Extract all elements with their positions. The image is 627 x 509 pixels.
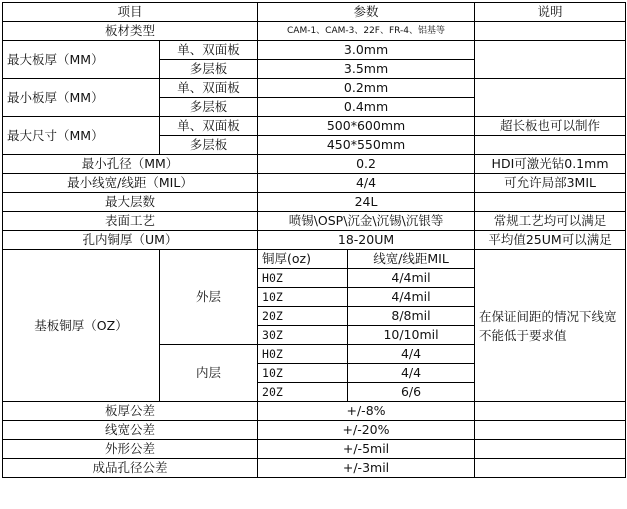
row-note: 常规工艺均可以满足 xyxy=(475,212,626,231)
copper-oz: H0Z xyxy=(258,345,348,364)
row-value: 24L xyxy=(258,193,475,212)
row-note: 可允许局部3MIL xyxy=(475,174,626,193)
row-value: +/-5mil xyxy=(258,440,475,459)
table-row xyxy=(3,440,626,459)
row-value: +/-3mil xyxy=(258,459,475,478)
table-row xyxy=(3,402,626,421)
row-value: +/-8% xyxy=(258,402,475,421)
row-note xyxy=(475,41,626,79)
line-spec: 6/6 xyxy=(348,383,475,402)
line-spec: 4/4mil xyxy=(348,288,475,307)
row-sublabel: 单、双面板 xyxy=(160,41,258,60)
row-label: 最小孔径（MM） xyxy=(3,155,258,174)
row-label: 基板铜厚（OZ） xyxy=(3,250,160,402)
row-sublabel: 多层板 xyxy=(160,136,258,155)
row-label: 最大板厚（MM） xyxy=(3,41,160,79)
line-col-header: 线宽/线距MIL xyxy=(348,250,475,269)
line-spec: 4/4 xyxy=(348,364,475,383)
row-value: 0.2 xyxy=(258,155,475,174)
table-row xyxy=(3,421,626,440)
table-row xyxy=(3,41,626,60)
row-value: 0.2mm xyxy=(258,79,475,98)
row-note: 超长板也可以制作 xyxy=(475,117,626,136)
row-value: CAM-1、CAM-3、22F、FR-4、铝基等 xyxy=(258,22,475,41)
row-note: 在保证间距的情况下线宽不能低于要求值 xyxy=(475,250,626,402)
row-label: 最大层数 xyxy=(3,193,258,212)
row-value: 0.4mm xyxy=(258,98,475,117)
row-label: 最小线宽/线距（MIL） xyxy=(3,174,258,193)
row-note: 平均值25UM可以满足 xyxy=(475,231,626,250)
table-row xyxy=(3,193,626,212)
inner-layer-label: 内层 xyxy=(160,345,258,402)
copper-oz: 20Z xyxy=(258,383,348,402)
row-sublabel: 多层板 xyxy=(160,60,258,79)
row-label: 最小板厚（MM） xyxy=(3,79,160,117)
row-value: +/-20% xyxy=(258,421,475,440)
row-value: 450*550mm xyxy=(258,136,475,155)
copper-oz: 30Z xyxy=(258,326,348,345)
row-note xyxy=(475,79,626,117)
row-value: 喷锡\OSP\沉金\沉锡\沉银等 xyxy=(258,212,475,231)
header-row xyxy=(3,3,626,22)
row-label: 成品孔径公差 xyxy=(3,459,258,478)
table-row xyxy=(3,22,626,41)
row-value: 500*600mm xyxy=(258,117,475,136)
row-value: 18-20UM xyxy=(258,231,475,250)
row-label: 板材类型 xyxy=(3,22,258,41)
row-label: 表面工艺 xyxy=(3,212,258,231)
line-spec: 8/8mil xyxy=(348,307,475,326)
table-row xyxy=(3,117,626,136)
row-note xyxy=(475,193,626,212)
row-label: 板厚公差 xyxy=(3,402,258,421)
copper-oz: 10Z xyxy=(258,288,348,307)
copper-col-header: 铜厚(oz) xyxy=(258,250,348,269)
table-row xyxy=(3,250,626,269)
row-value: 4/4 xyxy=(258,174,475,193)
row-label: 孔内铜厚（UM） xyxy=(3,231,258,250)
table-row xyxy=(3,174,626,193)
row-note-empty xyxy=(475,459,626,478)
table-row xyxy=(3,79,626,98)
table-row xyxy=(3,155,626,174)
row-label: 外形公差 xyxy=(3,440,258,459)
row-note-empty xyxy=(475,421,626,440)
row-sublabel: 单、双面板 xyxy=(160,117,258,136)
line-spec: 10/10mil xyxy=(348,326,475,345)
row-value: 3.5mm xyxy=(258,60,475,79)
table-row xyxy=(3,212,626,231)
pcb-capability-table xyxy=(2,2,626,478)
row-label: 线宽公差 xyxy=(3,421,258,440)
header-item: 项目 xyxy=(3,3,258,22)
row-note: HDI可激光钻0.1mm xyxy=(475,155,626,174)
copper-oz: 20Z xyxy=(258,307,348,326)
row-note xyxy=(475,22,626,41)
table-row xyxy=(3,459,626,478)
row-sublabel: 单、双面板 xyxy=(160,79,258,98)
copper-oz: 10Z xyxy=(258,364,348,383)
row-value: 3.0mm xyxy=(258,41,475,60)
header-params: 参数 xyxy=(258,3,475,22)
table-row xyxy=(3,231,626,250)
row-sublabel: 多层板 xyxy=(160,98,258,117)
row-label: 最大尺寸（MM） xyxy=(3,117,160,155)
row-note-empty xyxy=(475,136,626,155)
line-spec: 4/4 xyxy=(348,345,475,364)
header-note: 说明 xyxy=(475,3,626,22)
outer-layer-label: 外层 xyxy=(160,250,258,345)
row-note-empty xyxy=(475,440,626,459)
row-note-empty xyxy=(475,402,626,421)
line-spec: 4/4mil xyxy=(348,269,475,288)
copper-oz: H0Z xyxy=(258,269,348,288)
